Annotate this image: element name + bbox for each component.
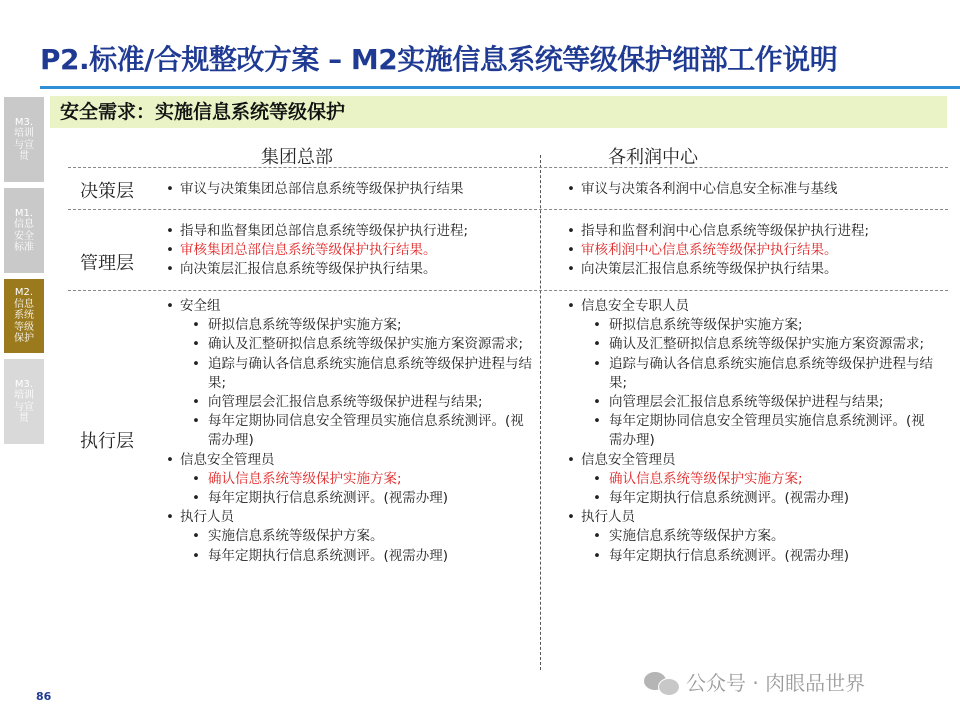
- side-tab-m2-protection-active[interactable]: [4, 279, 44, 353]
- column-header-hq: 集团总部: [261, 147, 333, 168]
- list-item: • 研拟信息系统等级保护实施方案;: [162, 316, 532, 335]
- side-tab-label: M3.培训与宣贯: [14, 116, 34, 162]
- execution-hq-cell: [162, 297, 532, 566]
- list-item: • 向管理层会汇报信息系统等级保护进程与结果;: [162, 393, 532, 412]
- management-hq-cell: [162, 222, 532, 280]
- list-item: • 研拟信息系统等级保护实施方案;: [563, 316, 938, 335]
- list-item: • 每年定期协同信息安全管理员实施信息系统测评。(视需办理): [563, 412, 938, 450]
- list-item: • 审议与决策集团总部信息系统等级保护执行结果: [162, 180, 532, 199]
- management-profit-center-cell: [563, 222, 938, 280]
- list-item: • 实施信息系统等级保护方案。: [563, 527, 938, 546]
- side-tab-m1-standards[interactable]: [4, 188, 44, 273]
- group-heading: • 执行人员: [563, 508, 938, 527]
- list-item: • 每年定期执行信息系统测评。(视需办理): [162, 489, 532, 508]
- list-item: • 指导和监督集团总部信息系统等级保护执行进程;: [162, 222, 532, 241]
- list-item: • 每年定期执行信息系统测评。(视需办理): [563, 547, 938, 566]
- list-item: • 向管理层会汇报信息系统等级保护进程与结果;: [563, 393, 938, 412]
- group-heading: • 信息安全管理员: [563, 451, 938, 470]
- row-label-decision: 决策层: [80, 181, 134, 202]
- security-requirement-banner: 安全需求：实施信息系统等级保护: [50, 96, 947, 128]
- watermark: [644, 667, 865, 696]
- title-underline: [40, 86, 960, 89]
- slide-title: P2.标准/合规整改方案 – M2实施信息系统等级保护细部工作说明: [40, 43, 838, 76]
- group-heading: • 安全组: [162, 297, 532, 316]
- row-divider: [68, 209, 948, 210]
- list-item: • 每年定期协同信息安全管理员实施信息系统测评。(视需办理): [162, 412, 532, 450]
- side-tab-m3-training-2[interactable]: [4, 359, 44, 444]
- decision-hq-cell: [162, 180, 532, 199]
- side-tab-label: M1.信息安全标准: [14, 207, 34, 253]
- list-item: • 审议与决策各利润中心信息安全标准与基线: [563, 180, 938, 199]
- list-item: • 实施信息系统等级保护方案。: [162, 527, 532, 546]
- side-tab-label: M3.培训与宣贯: [14, 378, 34, 424]
- wechat-icon: [644, 670, 678, 694]
- row-divider: [68, 290, 948, 291]
- group-heading: • 信息安全管理员: [162, 451, 532, 470]
- watermark-text: 公众号 · 肉眼品世界: [686, 671, 866, 695]
- row-label-management: 管理层: [80, 253, 134, 274]
- list-item-highlighted: • 确认信息系统等级保护实施方案;: [162, 470, 532, 489]
- list-item-highlighted: • 确认信息系统等级保护实施方案;: [563, 470, 938, 489]
- list-item: • 每年定期执行信息系统测评。(视需办理): [563, 489, 938, 508]
- decision-profit-center-cell: [563, 180, 938, 199]
- list-item: • 指导和监督利润中心信息系统等级保护执行进程;: [563, 222, 938, 241]
- row-divider: [68, 167, 948, 168]
- group-heading: • 信息安全专职人员: [563, 297, 938, 316]
- execution-profit-center-cell: [563, 297, 938, 566]
- list-item: • 确认及汇整研拟信息系统等级保护实施方案资源需求;: [563, 335, 938, 354]
- column-header-profit-centers: 各利润中心: [608, 147, 698, 168]
- column-divider: [540, 155, 541, 670]
- list-item-highlighted: • 审核利润中心信息系统等级保护执行结果。: [563, 241, 938, 260]
- list-item: • 确认及汇整研拟信息系统等级保护实施方案资源需求;: [162, 335, 532, 354]
- list-item: • 向决策层汇报信息系统等级保护执行结果。: [162, 260, 532, 279]
- list-item: • 追踪与确认各信息系统实施信息系统等级保护进程与结果;: [563, 355, 938, 393]
- side-tab-label: M2.信息系统等级保护: [14, 287, 34, 345]
- list-item: • 每年定期执行信息系统测评。(视需办理): [162, 547, 532, 566]
- side-tab-m3-training[interactable]: [4, 97, 44, 182]
- page-number: 86: [36, 690, 52, 703]
- list-item-highlighted: • 审核集团总部信息系统等级保护执行结果。: [162, 241, 532, 260]
- list-item: • 追踪与确认各信息系统实施信息系统等级保护进程与结果;: [162, 355, 532, 393]
- row-label-execution: 执行层: [80, 431, 134, 452]
- list-item: • 向决策层汇报信息系统等级保护执行结果。: [563, 260, 938, 279]
- group-heading: • 执行人员: [162, 508, 532, 527]
